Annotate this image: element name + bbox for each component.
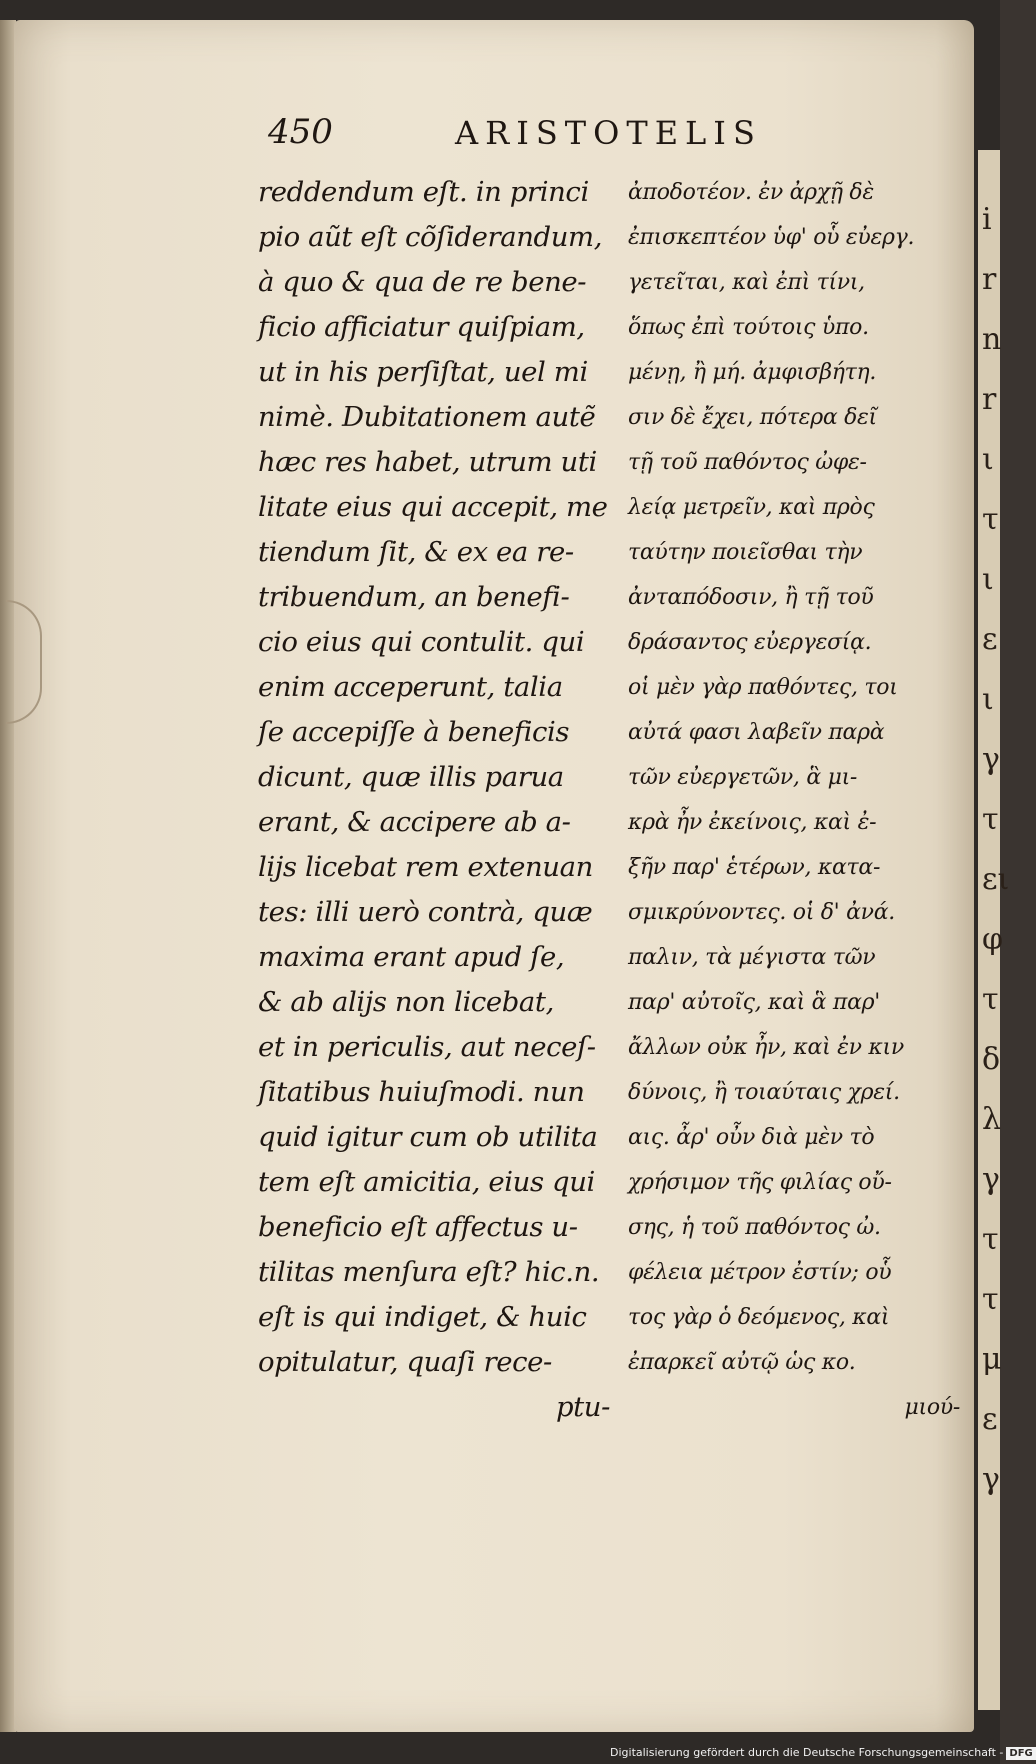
greek-line: ὅπως ἐπὶ τούτοις ὑπο. — [628, 315, 869, 340]
latin-line: & ab alijs non licebat, — [258, 986, 554, 1018]
greek-line: ξῆν παρ' ἑτέρων, κατα- — [628, 855, 881, 880]
facing-letter: γ — [982, 1162, 1000, 1197]
latin-line: enim acceperunt, talia — [258, 671, 563, 703]
latin-line: litate eius qui accepit, me — [258, 491, 608, 523]
greek-line: μένῃ, ἢ μή. ἀμφισβήτη. — [628, 360, 877, 385]
facing-letter: γ — [982, 742, 1000, 777]
latin-line: et in periculis, aut neceſ- — [258, 1031, 596, 1063]
greek-line: παλιν, τὰ μέγιστα τῶν — [628, 945, 876, 970]
latin-line: beneficio eſt affectus u- — [258, 1211, 578, 1243]
facing-letter: ι — [982, 562, 994, 597]
latin-line: à quo & qua de re bene- — [258, 266, 587, 298]
latin-line: erant, & accipere ab a- — [258, 806, 571, 838]
greek-line: τος γὰρ ὁ δεόμενος, καὶ — [628, 1305, 890, 1330]
facing-letter: ει — [982, 862, 1010, 897]
credit-text: Digitalisierung gefördert durch die Deutsche Forschungsgemeinschaft - — [610, 1746, 1004, 1759]
latin-line: ficio afficiatur quiſpiam, — [258, 311, 585, 343]
latin-line: hæc res habet, utrum uti — [258, 446, 597, 478]
facing-letter: τ — [982, 1222, 999, 1257]
latin-line: quid igitur cum ob utilita — [258, 1121, 598, 1153]
latin-line: nimè. Dubitationem autẽ — [258, 401, 596, 433]
latin-line: tiendum ſit, & ex ea re- — [258, 536, 574, 568]
facing-letter: ε — [982, 1402, 998, 1437]
facing-letter: i — [982, 202, 992, 237]
facing-letter: r — [982, 382, 997, 417]
page-header — [0, 112, 1000, 162]
facing-letter: τ — [982, 502, 999, 537]
greek-line: μιού- — [904, 1395, 960, 1420]
latin-line: opitulatur, quaſi rece- — [258, 1346, 552, 1378]
facing-letter: λ — [982, 1102, 1002, 1137]
greek-line: φέλεια μέτρον ἐστίν; οὗ — [628, 1260, 892, 1285]
latin-line: ſe accepiſſe à beneficis — [258, 716, 570, 748]
page-tab-mark — [6, 600, 42, 724]
facing-letter: τ — [982, 802, 999, 837]
latin-line: dicunt, quæ illis parua — [258, 761, 564, 793]
latin-line: reddendum eſt. in princi — [258, 176, 589, 208]
facing-letter: γ — [982, 1462, 1000, 1497]
greek-line: ἄλλων οὐκ ἦν, καὶ ἐν κιν — [628, 1035, 904, 1060]
latin-line: eſt is qui indiget, & huic — [258, 1301, 587, 1333]
latin-line: tribuendum, an benefi- — [258, 581, 570, 613]
latin-line: tem eſt amicitia, eius qui — [258, 1166, 595, 1198]
facing-letter: φ — [982, 922, 1004, 957]
greek-line: σης, ἡ τοῦ παθόντος ὠ. — [628, 1215, 881, 1240]
greek-line: χρήσιμον τῆς φιλίας οὔ- — [628, 1170, 892, 1195]
greek-line: ἀποδοτέον. ἐν ἀρχῇ δὲ — [628, 180, 874, 205]
greek-line: οἱ μὲν γὰρ παθόντες, τοι — [628, 675, 898, 700]
greek-line: δράσαντος εὐεργεσίᾳ. — [628, 630, 872, 655]
greek-line: ἐπαρκεῖ αὐτῷ ὡς κο. — [628, 1350, 856, 1375]
facing-letter: r — [982, 262, 997, 297]
latin-line: lijs licebat rem extenuan — [258, 851, 593, 883]
greek-line: σμικρύνοντες. οἱ δ' ἀνά. — [628, 900, 895, 925]
greek-line: γετεῖται, καὶ ἐπὶ τίνι, — [628, 270, 865, 295]
latin-line: tilitas menſura eſt? hic.n. — [258, 1256, 600, 1288]
latin-line: ut in his perſiſtat, uel mi — [258, 356, 588, 388]
greek-line: ἀνταπόδοσιν, ἢ τῇ τοῦ — [628, 585, 874, 610]
greek-line: ἐπισκεπτέον ὑφ' οὗ εὐεργ. — [628, 225, 915, 250]
facing-letter: ι — [982, 682, 994, 717]
greek-line: σιν δὲ ἔχει, πότερα δεῖ — [628, 405, 877, 430]
facing-letter: τ — [982, 1282, 999, 1317]
greek-line: κρὰ ἦν ἐκείνοις, καὶ ἐ- — [628, 810, 877, 835]
greek-line: αὐτά φασι λαβεῖν παρὰ — [628, 720, 885, 745]
greek-line: τῶν εὐεργετῶν, ἃ μι- — [628, 765, 858, 790]
page-number: 450 — [268, 112, 333, 152]
latin-line: ſitatibus huiuſmodi. nun — [258, 1076, 585, 1108]
greek-line: δύνοις, ἢ τοιαύταις χρεί. — [628, 1080, 900, 1105]
facing-letter: μ — [982, 1342, 1002, 1377]
dfg-logo: DFG — [1006, 1747, 1035, 1760]
latin-line: pio aũt eſt cõſiderandum, — [258, 221, 603, 253]
facing-letter: δ — [982, 1042, 1001, 1077]
greek-line: αις. ἆρ' οὖν διὰ μὲν τὸ — [628, 1125, 875, 1150]
latin-line: cio eius qui contulit. qui — [258, 626, 585, 658]
greek-line: παρ' αὐτοῖς, καὶ ἃ παρ' — [628, 990, 881, 1015]
latin-line: ptu- — [555, 1391, 610, 1423]
facing-letter: ι — [982, 442, 994, 477]
facing-letter: n — [982, 322, 1002, 357]
facing-letter: τ — [982, 982, 999, 1017]
running-title: ARISTOTELIS — [455, 114, 762, 152]
greek-line: ταύτην ποιεῖσθαι τὴν — [628, 540, 863, 565]
latin-line: tes: illi uerò contrà, quæ — [258, 896, 593, 928]
greek-line: τῇ τοῦ παθόντος ὠφε- — [628, 450, 867, 475]
digitization-credit — [610, 1746, 1036, 1764]
facing-page-letters — [982, 190, 1010, 1510]
facing-letter: ε — [982, 622, 998, 657]
greek-column — [628, 170, 960, 1430]
latin-line: maxima erant apud ſe, — [258, 941, 565, 973]
latin-column — [258, 170, 610, 1430]
greek-line: λείᾳ μετρεῖν, καὶ πρὸς — [628, 495, 875, 520]
